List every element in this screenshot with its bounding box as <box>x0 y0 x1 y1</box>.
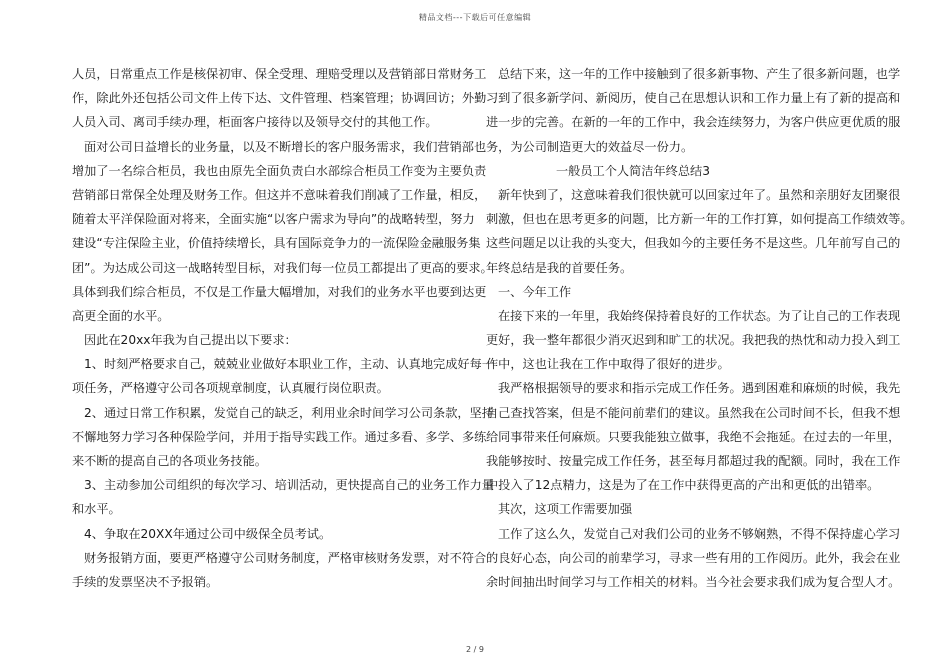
paragraph-start: 因此在20xx年我为自己提出以下要求： <box>84 333 297 348</box>
text-line: 余时间抽出时间学习与工作相关的材料。当今社会要求我们成为复合型人才。 <box>486 574 901 589</box>
text-line: 高更全面的水平。 <box>72 308 170 323</box>
subheading: 一、今年工作 <box>498 284 572 299</box>
text-line: 这些问题足以让我的头变大，但我如今的主要任务不是这些。几年前写自己的 <box>486 236 901 251</box>
list-item-2: 2、通过日常工作积累，发觉自己的缺乏，利用业余时间学习公司条款，坚持 <box>84 405 494 420</box>
text-line: 作中，这也让我在工作中取得了很好的进步。 <box>486 357 730 372</box>
page-header: 精品文档---下载后可任意编辑 <box>418 13 532 22</box>
paragraph-start: 工作了这么久，发觉自己对我们公司的业务不够娴熟，不得不保持虚心学习 <box>498 526 901 541</box>
text-line: 建设“专注保险主业，价值持续增长，具有国际竞争力的一流保险金融服务集 <box>72 236 481 251</box>
paragraph-start: 财务报销方面，要更严格遵守公司财务制度，严格审核财务发票，对不符合 <box>84 550 487 565</box>
left-column <box>72 62 494 594</box>
text-line: 自己查找答案，但是不能问前辈们的建议。虽然我在公司时间不长，但我不想 <box>486 405 901 420</box>
text-line: 给同事带来任何麻烦。只要我能独立做事，我绝不会拖延。在过去的一年里， <box>486 429 901 444</box>
text-line: 人员入司、离司手续办理，柜面客户接待以及领导交付的其他工作。 <box>72 115 438 130</box>
page-number: 2 / 9 <box>466 645 484 654</box>
text-line: 营销部日常保全处理及财务工作。但这并不意味着我们削减了工作量，相反， <box>72 187 487 202</box>
list-item-1: 1、时刻严格要求自己，兢兢业业做好本职业工作，主动、认真地完成好每一 <box>84 357 494 372</box>
text-line: 来不断的提高自己的各项业务技能。 <box>72 454 267 468</box>
paragraph-start: 面对公司日益增长的业务量，以及不断增长的客户服务需求，我们营销部也 <box>84 139 487 154</box>
text-line: 更好，我一整年都很少消灭迟到和旷工的状况。我把我的热忱和动力投入到工 <box>486 333 901 348</box>
text-line: 具体到我们综合柜员，不仅是工作量大幅增加，对我们的业务水平也要到达更 <box>72 284 487 299</box>
paragraph-start: 新年快到了，这意味着我们很快就可以回家过年了。虽然和亲朋好友团聚很 <box>498 187 901 202</box>
text-line: 进一步的完善。在新的一年的工作中，我会连续努力，为客户供应更优质的服 <box>486 115 901 130</box>
list-item-4: 4、争取在20XX年通过公司中级保全员考试。 <box>84 526 332 541</box>
text-line: 刺激，但也在思考更多的问题，比方新一年的工作打算，如何提高工作绩效等。 <box>486 212 913 227</box>
text-line: 作，除此外还包括公司文件上传下达、文件管理、档案管理；协调回访；外勤 <box>72 91 487 106</box>
list-item-3: 3、主动参加公司组织的每次学习、培训活动，更快提高自己的业务工作力量 <box>84 478 494 493</box>
text-line: 和水平。 <box>72 502 121 517</box>
text-line: 手续的发票坚决不予报销。 <box>72 574 219 589</box>
paragraph-start: 总结下来，这一年的工作中接触到了很多新事物、产生了很多新问题，也学 <box>498 67 901 81</box>
subheading: 其次，这项工作需要加强 <box>498 502 633 517</box>
right-column <box>486 62 913 594</box>
text-line: 中投入了12点精力，这是为了在工作中获得更高的产出和更低的出错率。 <box>486 478 880 493</box>
text-line: 的良好心态，向公司的前辈学习，寻求一些有用的工作阅历。此外，我会在业 <box>486 550 901 565</box>
text-line: 不懈地努力学习各种保险学问，并用于指导实践工作。通过多看、多学、多练 <box>72 429 487 444</box>
paragraph-start: 我严格根据领导的要求和指示完成工作任务。遇到困难和麻烦的时候，我先 <box>498 381 901 396</box>
text-line: 人员，日常重点工作是核保初审、保全受理、理赔受理以及营销部日常财务工 <box>72 67 487 81</box>
section-title: 一般员工个人简洁年终总结3 <box>556 163 711 178</box>
text-line: 随着太平洋保险面对将来，全面实施“以客户需求为导向”的战略转型，努力 <box>72 212 475 227</box>
text-line: 我能够按时、按量完成工作任务，甚至每月都超过我的配额。同时，我在工作 <box>486 454 901 468</box>
text-line: 习到了很多新学问、新阅历，使自己在思想认识和工作力量上有了新的提高和 <box>486 91 901 106</box>
text-line: 年终总结是我的首要任务。 <box>486 260 633 275</box>
text-line: 团”。为达成公司这一战略转型目标，对我们每一位员工都提出了更高的要求。 <box>72 260 493 275</box>
paragraph-start: 在接下来的一年里，我始终保持着良好的工作状态。为了让自己的工作表现 <box>498 308 901 323</box>
text-line: 增加了一名综合柜员，我也由原先全面负责白水部综合柜员工作变为主要负责 <box>72 163 487 178</box>
text-line: 务，为公司制造更大的效益尽一份力。 <box>486 139 694 154</box>
text-line: 项任务，严格遵守公司各项规章制度，认真履行岗位职责。 <box>72 381 389 396</box>
